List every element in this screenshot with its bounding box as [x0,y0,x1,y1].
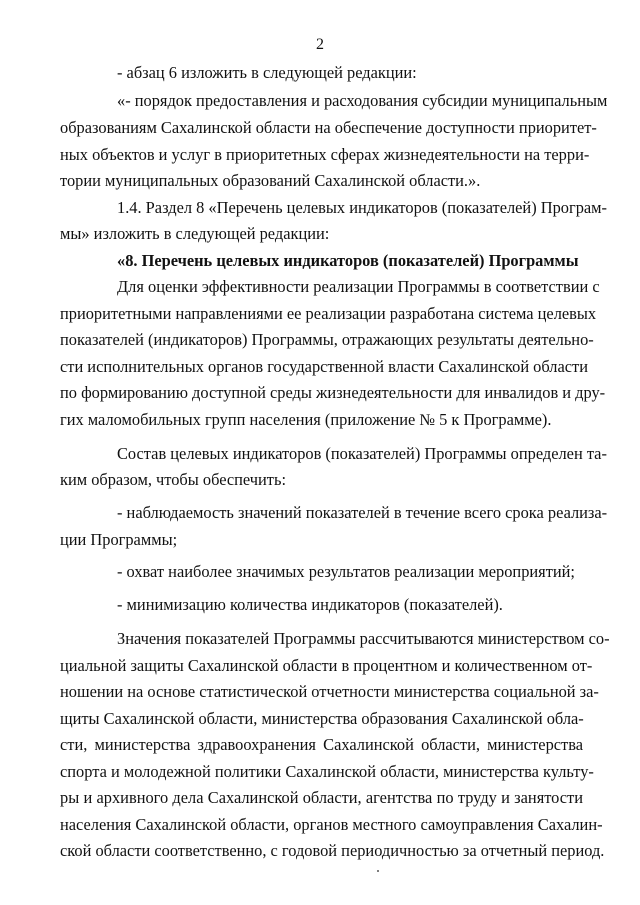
text-line: приоритетными направлениями ее реализации разработана система целевых [60,304,597,323]
text-line: сти, министерства здравоохранения Сахалинской области, министерства [60,735,583,754]
list-item: - наблюдаемость значений показателей в течение всего срока реализа- [117,503,608,522]
scan-speck [377,870,379,872]
section-heading: «8. Перечень целевых индикаторов (показателей) Программы [117,251,579,270]
text-line: населения Сахалинской области, органов местного самоуправления Сахалин- [60,815,603,834]
text-line: мы» изложить в следующей редакции: [60,224,330,243]
text-line: по формированию доступной среды жизнедеятельности для инвалидов и дру- [60,383,606,402]
text-line: сти исполнительных органов государственной власти Сахалинской области [60,357,588,376]
list-item: - минимизацию количества индикаторов (показателей). [117,595,503,614]
text-line: гих маломобильных групп населения (приложение № 5 к Программе). [60,410,552,429]
text-line: Значения показателей Программы рассчитываются министерством со- [117,629,610,648]
page-number: 2 [316,36,324,53]
text-line: щиты Сахалинской области, министерства образования Сахалинской обла- [60,709,584,728]
text-line: ры и архивного дела Сахалинской области, агентства по труду и занятости [60,788,583,807]
text-line: Состав целевых индикаторов (показателей) Программы определен та- [117,444,607,463]
list-item: - охват наиболее значимых результатов реализации мероприятий; [117,562,575,581]
text-line: показателей (индикаторов) Программы, отражающих результаты деятельно- [60,330,594,349]
text-line: - абзац 6 изложить в следующей редакции: [117,63,417,82]
list-item-continuation: ции Программы; [60,530,178,549]
text-line: ким образом, чтобы обеспечить: [60,470,286,489]
text-line: Для оценки эффективности реализации Программы в соответствии с [117,277,600,296]
text-line: «- порядок предоставления и расходования субсидии муниципальным [117,91,608,110]
text-line: 1.4. Раздел 8 «Перечень целевых индикаторов (показателей) Програм- [117,198,608,217]
text-line: тории муниципальных образований Сахалинской области.». [60,171,481,190]
text-line: циальной защиты Сахалинской области в процентном и количественном от- [60,656,593,675]
text-line: спорта и молодежной политики Сахалинской области, министерства культу- [60,762,594,781]
text-line: образованиям Сахалинской области на обеспечение доступности приоритет- [60,118,597,137]
text-line: ных объектов и услуг в приоритетных сферах жизнедеятельности на терри- [60,145,590,164]
text-line: ношении на основе статистической отчетности министерства социальной за- [60,682,599,701]
text-line: ской области соответственно, с годовой периодичностью за отчетный период. [60,841,605,860]
